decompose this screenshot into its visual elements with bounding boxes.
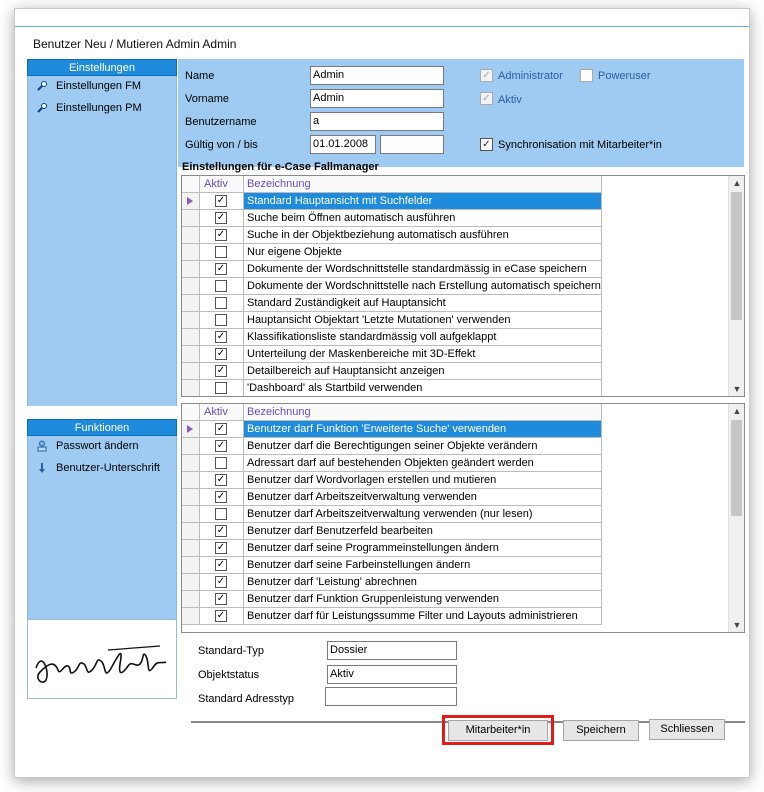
aktiv-cell — [200, 278, 244, 295]
bezeichnung-cell[interactable]: Nur eigene Objekte — [244, 244, 602, 261]
aktiv-checkbox[interactable]: ✓ — [216, 474, 226, 485]
grid1-scrollbar[interactable] — [728, 176, 744, 396]
settings-pin-icon — [36, 102, 48, 114]
row-indicator-cell[interactable] — [182, 591, 200, 608]
table-row[interactable] — [182, 421, 604, 438]
bezeichnung-cell[interactable]: Benutzer darf seine Farbeinstellungen ändern — [244, 557, 602, 574]
table-row[interactable] — [182, 591, 604, 608]
row-indicator-cell[interactable] — [182, 261, 200, 278]
adresstyp-label: Standard Adresstyp — [198, 693, 295, 705]
sidebar-item-einstellungen-fm[interactable] — [28, 76, 176, 98]
bezeichnung-cell[interactable]: Benutzer darf Funktion 'Erweiterte Suche' verwenden — [244, 421, 602, 438]
objektstatus-label: Objektstatus — [198, 669, 260, 681]
table-row[interactable] — [182, 346, 604, 363]
row-indicator-cell[interactable] — [182, 455, 200, 472]
table-row[interactable] — [182, 608, 604, 625]
gueltig-bis-input[interactable] — [380, 135, 444, 154]
aktiv-cell — [200, 455, 244, 472]
aktiv-cell — [200, 363, 244, 380]
row-indicator-cell[interactable] — [182, 438, 200, 455]
header-aktiv[interactable]: Aktiv — [200, 176, 244, 193]
administrator-label: Administrator — [498, 70, 563, 82]
aktiv-cell — [200, 244, 244, 261]
aktiv-checkbox[interactable] — [215, 508, 227, 520]
row-indicator-cell[interactable] — [182, 346, 200, 363]
table-row[interactable] — [182, 210, 604, 227]
aktiv-checkbox[interactable]: ✓ — [216, 491, 226, 502]
aktiv-checkbox[interactable]: ✓ — [216, 610, 226, 621]
sidebar-item-benutzer-unterschrift[interactable] — [28, 458, 176, 480]
bezeichnung-cell[interactable]: 'Dashboard' als Startbild verwenden — [244, 380, 602, 397]
benutzername-input[interactable]: a — [310, 112, 444, 131]
signature-image — [27, 619, 177, 699]
scroll-down-icon[interactable]: ▼ — [732, 384, 742, 394]
aktiv-cell — [200, 210, 244, 227]
einstellungen-header[interactable]: Einstellungen — [27, 59, 177, 76]
objektstatus-input[interactable]: Aktiv — [327, 665, 457, 684]
aktiv-checkbox[interactable]: ✓ — [480, 92, 493, 105]
gueltig-label: Gültig von / bis — [185, 139, 258, 151]
save-button[interactable]: Speichern — [563, 720, 639, 741]
poweruser-checkbox[interactable] — [580, 69, 593, 82]
aktiv-checkbox[interactable]: ✓ — [216, 263, 226, 274]
current-row-arrow-icon — [187, 425, 193, 433]
aktiv-checkbox[interactable]: ✓ — [216, 542, 226, 553]
bezeichnung-cell[interactable]: Benutzer darf für Leistungssumme Filter und Layouts administrieren — [244, 608, 602, 625]
sync-label: Synchronisation mit Mitarbeiter*in — [498, 139, 662, 151]
aktiv-cell — [200, 608, 244, 625]
table-row[interactable] — [182, 472, 604, 489]
row-indicator-cell[interactable] — [182, 380, 200, 397]
vorname-label: Vorname — [185, 93, 230, 105]
bezeichnung-cell[interactable]: Benutzer darf die Berechtigungen seiner Objekte verändern — [244, 438, 602, 455]
close-button[interactable]: Schliessen — [649, 719, 725, 740]
header-bezeichnung[interactable]: Bezeichnung — [244, 404, 602, 421]
sidebar-item-einstellungen-pm[interactable] — [28, 98, 176, 120]
bezeichnung-cell[interactable]: Suche beim Öffnen automatisch ausführen — [244, 210, 602, 227]
row-indicator-cell[interactable] — [182, 329, 200, 346]
window-title: Benutzer Neu / Mutieren Admin Admin — [33, 37, 237, 51]
table-row[interactable] — [182, 312, 604, 329]
signature-drawing — [28, 620, 176, 698]
sidebar-item-label: Einstellungen PM — [56, 102, 142, 114]
settings-pin-icon — [36, 80, 48, 92]
aktiv-cell — [200, 472, 244, 489]
bottom-form — [191, 639, 745, 723]
table-row[interactable] — [182, 193, 604, 210]
aktiv-checkbox[interactable]: ✓ — [216, 423, 226, 434]
aktiv-cell — [200, 380, 244, 397]
aktiv-cell — [200, 312, 244, 329]
aktiv-cell — [200, 329, 244, 346]
standard-typ-input[interactable]: Dossier — [327, 641, 457, 660]
sidebar-item-label: Einstellungen FM — [56, 80, 141, 92]
bezeichnung-cell[interactable]: Benutzer darf 'Leistung' abrechnen — [244, 574, 602, 591]
table-row[interactable] — [182, 380, 604, 397]
table-row[interactable] — [182, 574, 604, 591]
bezeichnung-cell[interactable]: Dokumente der Wordschnittstelle standardmässig in eCase speichern — [244, 261, 602, 278]
aktiv-cell — [200, 261, 244, 278]
aktiv-cell — [200, 574, 244, 591]
bezeichnung-cell[interactable]: Dokumente der Wordschnittstelle nach Erstellung automatisch speichern — [244, 278, 602, 295]
aktiv-cell — [200, 421, 244, 438]
standard-typ-label: Standard-Typ — [198, 645, 265, 657]
scroll-thumb[interactable] — [731, 420, 742, 516]
aktiv-checkbox[interactable]: ✓ — [216, 593, 226, 604]
header-aktiv[interactable]: Aktiv — [200, 404, 244, 421]
grid1-title: Einstellungen für e-Case Fallmanager — [182, 161, 379, 173]
table-row[interactable] — [182, 523, 604, 540]
table-row[interactable] — [182, 455, 604, 472]
header-indicator-cell — [182, 176, 200, 193]
current-row-arrow-icon — [187, 197, 193, 205]
adresstyp-input[interactable] — [325, 687, 457, 706]
aktiv-cell — [200, 557, 244, 574]
table-row[interactable] — [182, 540, 604, 557]
bezeichnung-cell[interactable]: Benutzer darf seine Programmeinstellungen ändern — [244, 540, 602, 557]
aktiv-checkbox[interactable]: ✓ — [216, 365, 226, 376]
aktiv-checkbox[interactable]: ✓ — [216, 348, 226, 359]
scroll-down-icon[interactable]: ▼ — [732, 620, 742, 630]
left-panel — [27, 59, 177, 729]
bezeichnung-cell[interactable]: Suche in der Objektbeziehung automatisch ausführen — [244, 227, 602, 244]
benutzername-label: Benutzername — [185, 116, 257, 128]
aktiv-cell — [200, 591, 244, 608]
table-row[interactable] — [182, 295, 604, 312]
table-row[interactable] — [182, 557, 604, 574]
scroll-up-icon[interactable]: ▲ — [732, 406, 742, 416]
einstellungen-section — [27, 76, 177, 406]
funktionen-grid — [181, 403, 745, 633]
aktiv-checkbox[interactable] — [215, 280, 227, 292]
bezeichnung-cell[interactable]: Hauptansicht Objektart 'Letzte Mutationen' verwenden — [244, 312, 602, 329]
table-row[interactable] — [182, 261, 604, 278]
aktiv-cell — [200, 295, 244, 312]
sidebar-item-passwort-aendern[interactable] — [28, 436, 176, 458]
sidebar-item-label: Benutzer-Unterschrift — [56, 462, 160, 474]
row-indicator-cell[interactable] — [182, 574, 200, 591]
row-indicator-cell[interactable] — [182, 244, 200, 261]
aktiv-label: Aktiv — [498, 94, 522, 106]
row-indicator-cell[interactable] — [182, 506, 200, 523]
aktiv-cell — [200, 523, 244, 540]
bezeichnung-cell[interactable]: Adressart darf auf bestehenden Objekten geändert werden — [244, 455, 602, 472]
aktiv-checkbox[interactable] — [215, 457, 227, 469]
header-bezeichnung[interactable]: Bezeichnung — [244, 176, 602, 193]
row-indicator-cell[interactable] — [182, 540, 200, 557]
gueltig-von-input[interactable]: 01.01.2008 — [310, 135, 376, 154]
header-indicator-cell — [182, 404, 200, 421]
bezeichnung-cell[interactable]: Benutzer darf Arbeitszeitverwaltung verwenden — [244, 489, 602, 506]
row-indicator-cell[interactable] — [182, 312, 200, 329]
aktiv-checkbox[interactable]: ✓ — [216, 559, 226, 570]
aktiv-checkbox[interactable] — [215, 314, 227, 326]
bezeichnung-cell[interactable]: Unterteilung der Maskenbereiche mit 3D-Effekt — [244, 346, 602, 363]
bezeichnung-cell[interactable]: Detailbereich auf Hauptansicht anzeigen — [244, 363, 602, 380]
bezeichnung-cell[interactable]: Standard Zuständigkeit auf Hauptansicht — [244, 295, 602, 312]
table-row[interactable] — [182, 506, 604, 523]
row-indicator-cell[interactable] — [182, 523, 200, 540]
bezeichnung-cell[interactable]: Klassifikationsliste standardmässig voll aufgeklappt — [244, 329, 602, 346]
name-label: Name — [185, 70, 215, 82]
mitarbeiter-button[interactable]: Mitarbeiter*in — [448, 720, 548, 741]
scroll-up-icon[interactable]: ▲ — [732, 178, 742, 188]
table-row[interactable] — [182, 489, 604, 506]
bezeichnung-cell[interactable]: Benutzer darf Benutzerfeld bearbeiten — [244, 523, 602, 540]
funktionen-header[interactable]: Funktionen — [27, 419, 177, 436]
aktiv-checkbox[interactable]: ✓ — [216, 212, 226, 223]
aktiv-checkbox[interactable] — [215, 382, 227, 394]
aktiv-checkbox[interactable]: ✓ — [216, 331, 226, 342]
aktiv-checkbox[interactable]: ✓ — [216, 195, 226, 206]
name-input[interactable]: Admin — [310, 66, 444, 85]
sync-checkbox[interactable]: ✓ — [480, 138, 493, 151]
table-row[interactable] — [182, 363, 604, 380]
table-row[interactable] — [182, 278, 604, 295]
row-indicator-cell[interactable] — [182, 278, 200, 295]
aktiv-checkbox[interactable] — [215, 297, 227, 309]
sidebar-item-label: Passwort ändern — [56, 440, 139, 452]
table-row[interactable] — [182, 329, 604, 346]
row-indicator-cell[interactable] — [182, 210, 200, 227]
vorname-input[interactable]: Admin — [310, 89, 444, 108]
row-indicator-cell[interactable] — [182, 608, 200, 625]
administrator-checkbox[interactable]: ✓ — [480, 69, 493, 82]
grid2-scrollbar[interactable] — [728, 404, 744, 632]
aktiv-checkbox[interactable]: ✓ — [216, 525, 226, 536]
user-form — [178, 59, 744, 167]
user-key-icon — [36, 440, 48, 452]
row-indicator-cell[interactable] — [182, 193, 200, 210]
aktiv-cell — [200, 489, 244, 506]
aktiv-cell — [200, 193, 244, 210]
table-row[interactable] — [182, 244, 604, 261]
aktiv-checkbox[interactable]: ✓ — [216, 440, 226, 451]
einstellungen-grid — [181, 175, 745, 397]
aktiv-cell — [200, 346, 244, 363]
row-indicator-cell[interactable] — [182, 295, 200, 312]
title-separator — [15, 26, 749, 27]
aktiv-cell — [200, 506, 244, 523]
table-row[interactable] — [182, 227, 604, 244]
aktiv-cell — [200, 227, 244, 244]
funktionen-section — [27, 436, 177, 632]
row-indicator-cell[interactable] — [182, 489, 200, 506]
row-indicator-cell[interactable] — [182, 421, 200, 438]
aktiv-checkbox[interactable] — [215, 246, 227, 258]
row-indicator-cell[interactable] — [182, 363, 200, 380]
aktiv-checkbox[interactable]: ✓ — [216, 229, 226, 240]
aktiv-checkbox[interactable]: ✓ — [216, 576, 226, 587]
bezeichnung-cell[interactable]: Benutzer darf Arbeitszeitverwaltung verwenden (nur lesen) — [244, 506, 602, 523]
poweruser-label: Poweruser — [598, 70, 651, 82]
grid2-header-row — [182, 404, 604, 421]
bezeichnung-cell[interactable]: Standard Hauptansicht mit Suchfelder — [244, 193, 602, 210]
row-indicator-cell[interactable] — [182, 472, 200, 489]
pen-icon — [36, 462, 48, 474]
grid1-header-row — [182, 176, 604, 193]
row-indicator-cell[interactable] — [182, 557, 200, 574]
aktiv-cell — [200, 540, 244, 557]
bezeichnung-cell[interactable]: Benutzer darf Wordvorlagen erstellen und mutieren — [244, 472, 602, 489]
aktiv-cell — [200, 438, 244, 455]
table-row[interactable] — [182, 438, 604, 455]
dialog-window — [14, 8, 750, 778]
scroll-thumb[interactable] — [731, 192, 742, 320]
bezeichnung-cell[interactable]: Benutzer darf Funktion Gruppenleistung verwenden — [244, 591, 602, 608]
row-indicator-cell[interactable] — [182, 227, 200, 244]
